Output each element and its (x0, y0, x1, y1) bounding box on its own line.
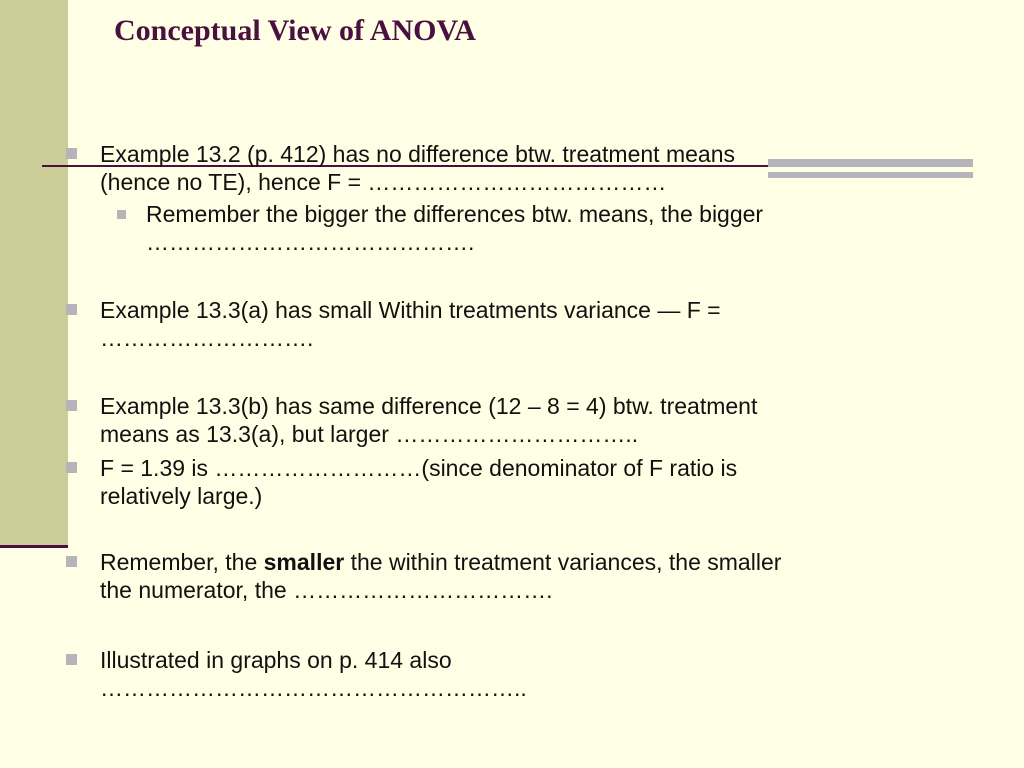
bullet-line: F = 1.39 is ………………………(since denominator of F ratio is (100, 455, 738, 481)
bullet-text: the within treatment variances, the smaller (344, 549, 782, 575)
bullet-line: ……………………………………………….. (100, 675, 527, 701)
bullet-line: the numerator, the ……………………………. (100, 577, 553, 603)
bullet-marker (66, 304, 77, 315)
bullet-line: ………………………. (100, 325, 314, 351)
bullet-item (100, 548, 980, 604)
sub-bullet-line: Remember the bigger the differences btw. means, the bigger (146, 201, 764, 227)
bullet-line: relatively large.) (100, 483, 263, 509)
bullet-item (100, 646, 980, 702)
sub-bullet-marker (117, 210, 126, 219)
bullet-line: Example 13.3(b) has same difference (12 – 8 = 4) btw. treatment (100, 393, 758, 419)
bullet-line (100, 548, 980, 576)
bullet-line: Example 13.2 (p. 412) has no difference btw. treatment means (100, 141, 735, 167)
bullet-line: Illustrated in graphs on p. 414 also (100, 647, 452, 673)
bullet-marker (66, 400, 77, 411)
bullet-item (100, 140, 980, 196)
sub-bullet-line: ……………………………………. (146, 229, 475, 255)
sub-bullet-item (146, 200, 946, 256)
bullet-marker (66, 148, 77, 159)
bullet-item (100, 392, 980, 448)
bullet-item (100, 296, 980, 352)
bullet-line: means as 13.3(a), but larger ………………………….. (100, 421, 639, 447)
bullet-line: (hence no TE), hence F = ………………………………… (100, 169, 667, 195)
bullet-item (100, 454, 980, 510)
bullet-marker (66, 556, 77, 567)
bullet-text: Remember, the (100, 549, 264, 575)
emphasis-smaller: smaller (263, 549, 345, 575)
bullet-marker (66, 654, 77, 665)
bullet-line: Example 13.3(a) has small Within treatments variance — F = (100, 297, 721, 323)
slide-title: Conceptual View of ANOVA (114, 14, 476, 47)
bullet-marker (66, 462, 77, 473)
